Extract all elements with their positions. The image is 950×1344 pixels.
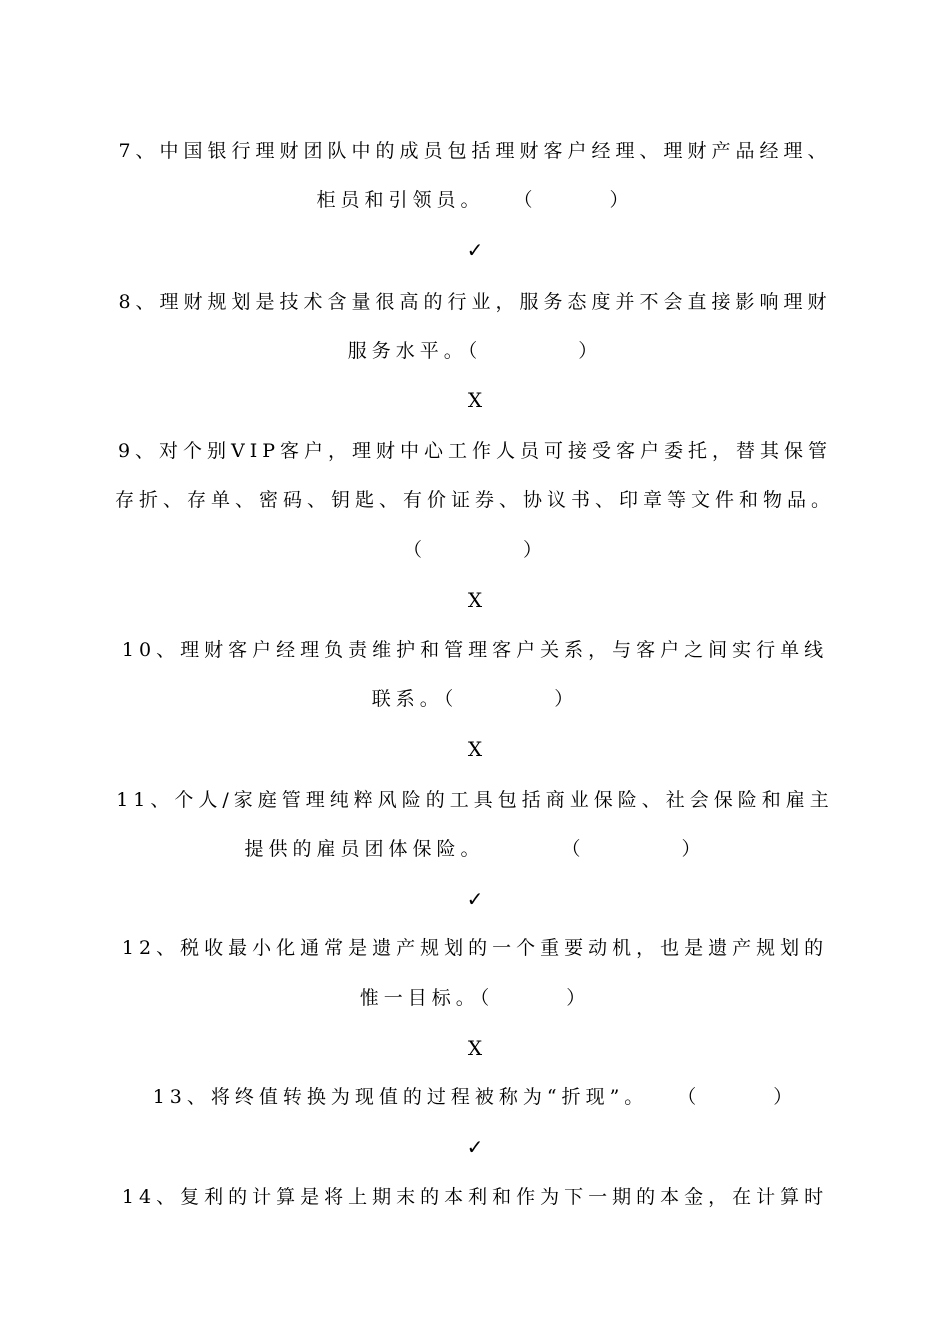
question-7-line-2: 柜员和引领员。 （ ） [316,189,634,211]
question-14-line-1: 14、复利的计算是将上期末的本利和作为下一期的本金，在计算时 [121,1186,829,1208]
question-8-line-1: 8、理财规划是技术含量很高的行业，服务态度并不会直接影响理财 [118,291,832,313]
question-7-line-1: 7、中国银行理财团队中的成员包括理财客户经理、理财产品经理、 [118,140,832,162]
question-9-line-2: 存折、存单、密码、钥匙、有价证券、协议书、印章等文件和物品。 [114,489,835,511]
question-12-line-1: 12、税收最小化通常是遗产规划的一个重要动机，也是遗产规划的 [121,937,829,959]
question-10-answer: X [467,737,483,761]
question-11-answer: ✓ [466,887,484,911]
question-13-answer: ✓ [466,1135,484,1159]
question-9-line-3: （ ） [402,539,547,561]
question-9-answer: X [467,588,483,612]
question-11-line-2: 提供的雇员团体保险。 （ ） [244,838,706,860]
question-11-line-1: 11、个人/家庭管理纯粹风险的工具包括商业保险、社会保险和雇主 [116,789,834,811]
question-7-answer: ✓ [466,238,484,262]
question-10-line-2: 联系。（ ） [371,688,579,710]
question-12-answer: X [467,1036,483,1060]
question-8-answer: X [467,388,483,412]
question-10-line-1: 10、理财客户经理负责维护和管理客户关系，与客户之间实行单线 [121,639,829,661]
question-8-line-2: 服务水平。（ ） [347,340,603,362]
question-9-line-1: 9、对个别VIP客户，理财中心工作人员可接受客户委托，替其保管 [117,440,833,462]
question-13-line-1: 13、将终值转换为现值的过程被称为“折现”。 （ ） [152,1086,798,1108]
question-12-line-2: 惟一目标。（ ） [359,987,591,1009]
